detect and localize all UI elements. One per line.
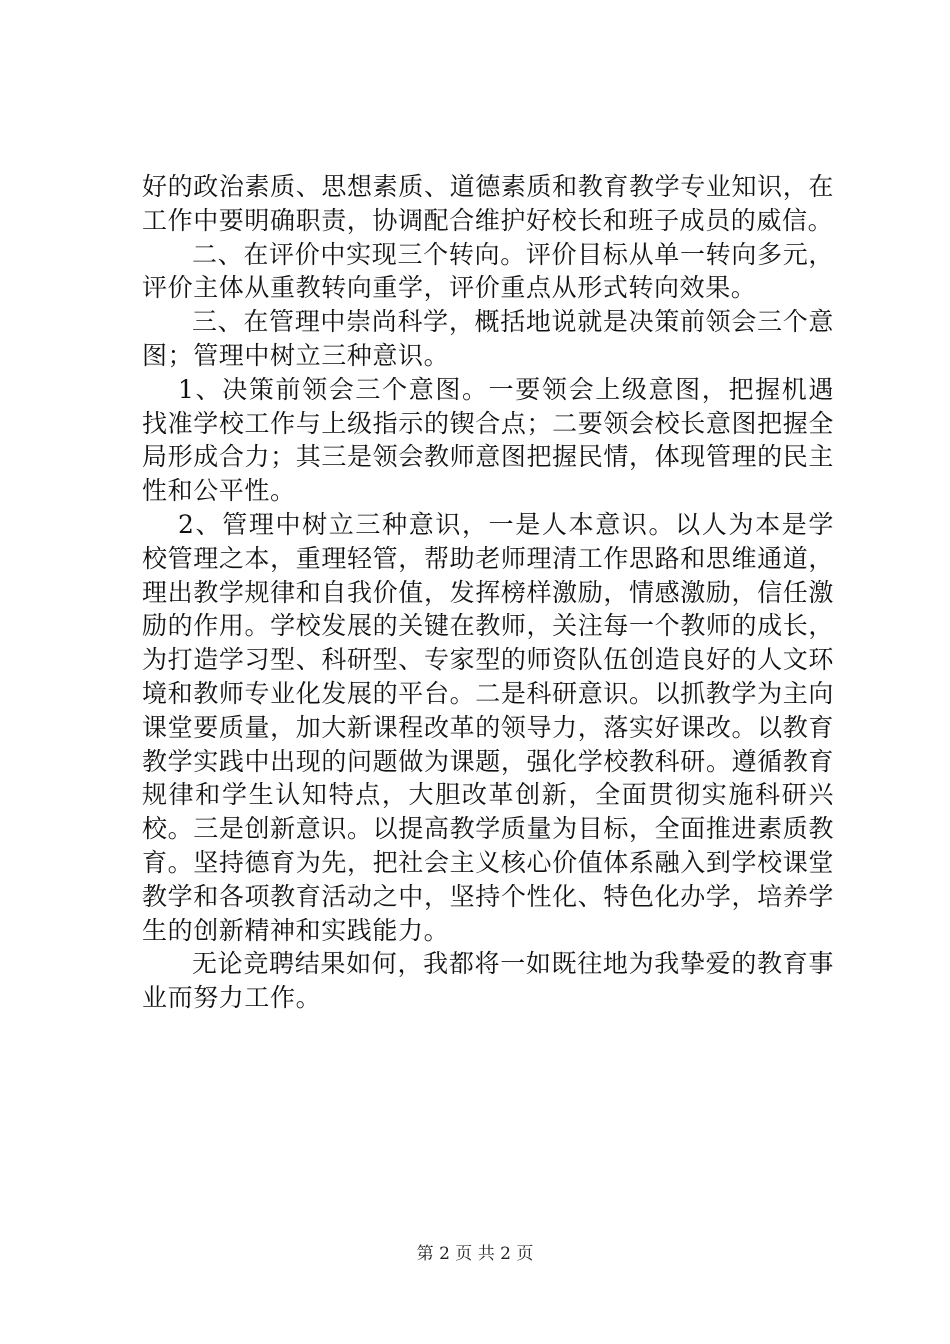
page-number-footer: 第 2 页 共 2 页 (416, 1244, 534, 1264)
paragraph-point-2: 2、管理中树立三种意识，一是人本意识。以人为本是学校管理之本，重理轻管，帮助老师理清工作思路和思维通道，理出教学规律和自我价值，发挥榜样激励，情感激励，信任激励的作用。学校发展的关键在教师，关注每一个教师的成长，为打造学习型、科研型、专家型的师资队伍创造良好的人文环境和教师专业化发展的平台。二是科研意识。以抓教学为主向课堂要质量，加大新课程改革的领导力，落实好课改。以教育教学实践中出现的问题做为课题，强化学校教科研。遵循教育规律和学生认知特点，大胆改革创新，全面贯彻实施科研兴校。三是创新意识。以提高教学质量为目标，全面推进素质教育。坚持德育为先，把社会主义核心价值体系融入到学校课堂教学和各项教育活动之中，坚持个性化、特色化办学，培养学生的创新精神和实践能力。 (142, 509, 834, 945)
document-body (142, 170, 834, 1015)
paragraph-continuation: 好的政治素质、思想素质、道德素质和教育教学专业知识，在工作中要明确职责，协调配合维护好校长和班子成员的威信。 (142, 172, 834, 235)
paragraph-management: 三、在管理中崇尚科学，概括地说就是决策前领会三个意图；管理中树立三种意识。 (142, 307, 834, 370)
paragraph-closing: 无论竞聘结果如何，我都将一如既往地为我挚爱的教育事业而努力工作。 (142, 949, 834, 1013)
paragraph-evaluation: 二、在评价中实现三个转向。评价目标从单一转向多元，评价主体从重教转向重学，评价重点从形式转向效果。 (142, 239, 834, 303)
paragraph-point-1: 1、决策前领会三个意图。一要领会上级意图，把握机遇找准学校工作与上级指示的锲合点；二要领会校长意图把握全局形成合力；其三是领会教师意图把握民情，体现管理的民主性和公平性。 (142, 374, 834, 506)
